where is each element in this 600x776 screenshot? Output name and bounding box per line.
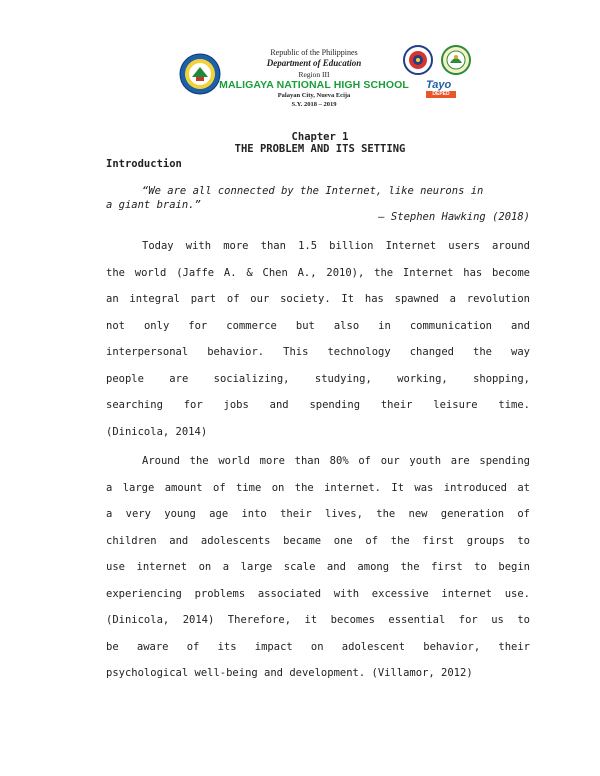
- text-line: children and adolescents became one of the first groups to: [106, 534, 530, 547]
- epigraph-quote: [106, 184, 530, 212]
- text-line: Today with more than 1.5 billion Internet users around: [142, 240, 530, 252]
- city-text: Palayan City, Nueva Ecija: [277, 92, 351, 99]
- region-text: Region III: [298, 70, 330, 79]
- text-line: be aware of its impact on adolescent behavior, their: [106, 640, 530, 653]
- text-line: not only for commerce but also in communication and: [106, 319, 530, 332]
- text-line: the world (Jaffe A. & Chen A., 2010), the Internet has become: [106, 266, 530, 279]
- tayo-logo: [426, 79, 456, 103]
- text-line: a large amount of time on the internet. It was introduced at: [106, 481, 530, 494]
- department-text: Department of Education: [266, 58, 362, 68]
- text-line: use internet on a large scale and among the first to begin: [106, 561, 530, 573]
- tayo-logo-text: Tayo: [426, 79, 452, 91]
- quote-author: – Stephen Hawking (2018): [378, 211, 530, 223]
- text-line: people are socializing, studying, working, shopping,: [106, 372, 530, 385]
- division-seal-logo: [441, 45, 471, 75]
- text-line: an integral part of our society. It has spawned a revolution: [106, 293, 530, 305]
- text-line: a very young age into their lives, the new generation of: [106, 508, 530, 520]
- quote-line: “We are all connected by the Internet, like neurons in: [142, 185, 484, 197]
- school-name: MALIGAYA NATIONAL HIGH SCHOOL: [219, 79, 409, 91]
- tayo-logo-subtext: DEPED: [426, 91, 456, 98]
- text-line: experiencing problems associated with excessive internet use.: [106, 587, 530, 600]
- paragraph-2: [106, 448, 530, 687]
- text-line: psychological well-being and development. (Villamor, 2012): [106, 667, 473, 679]
- paragraph-1: [106, 233, 530, 445]
- text-line: searching for jobs and spending their leisure time.: [106, 399, 530, 411]
- chapter-title: THE PROBLEM AND ITS SETTING: [234, 143, 406, 155]
- republic-text: Republic of the Philippines: [270, 48, 358, 57]
- text-line: (Dinicola, 2014): [106, 425, 208, 438]
- text-line: Around the world more than 80% of our youth are spending: [142, 455, 530, 467]
- school-year-text: S.Y. 2018 – 2019: [291, 101, 337, 108]
- section-heading: Introduction: [106, 158, 182, 170]
- quote-line: a giant brain.”: [106, 199, 201, 211]
- text-line: (Dinicola, 2014) Therefore, it becomes essential for us to: [106, 614, 530, 626]
- chapter-number: Chapter 1: [291, 131, 349, 143]
- text-line: interpersonal behavior. This technology changed the way: [106, 346, 530, 358]
